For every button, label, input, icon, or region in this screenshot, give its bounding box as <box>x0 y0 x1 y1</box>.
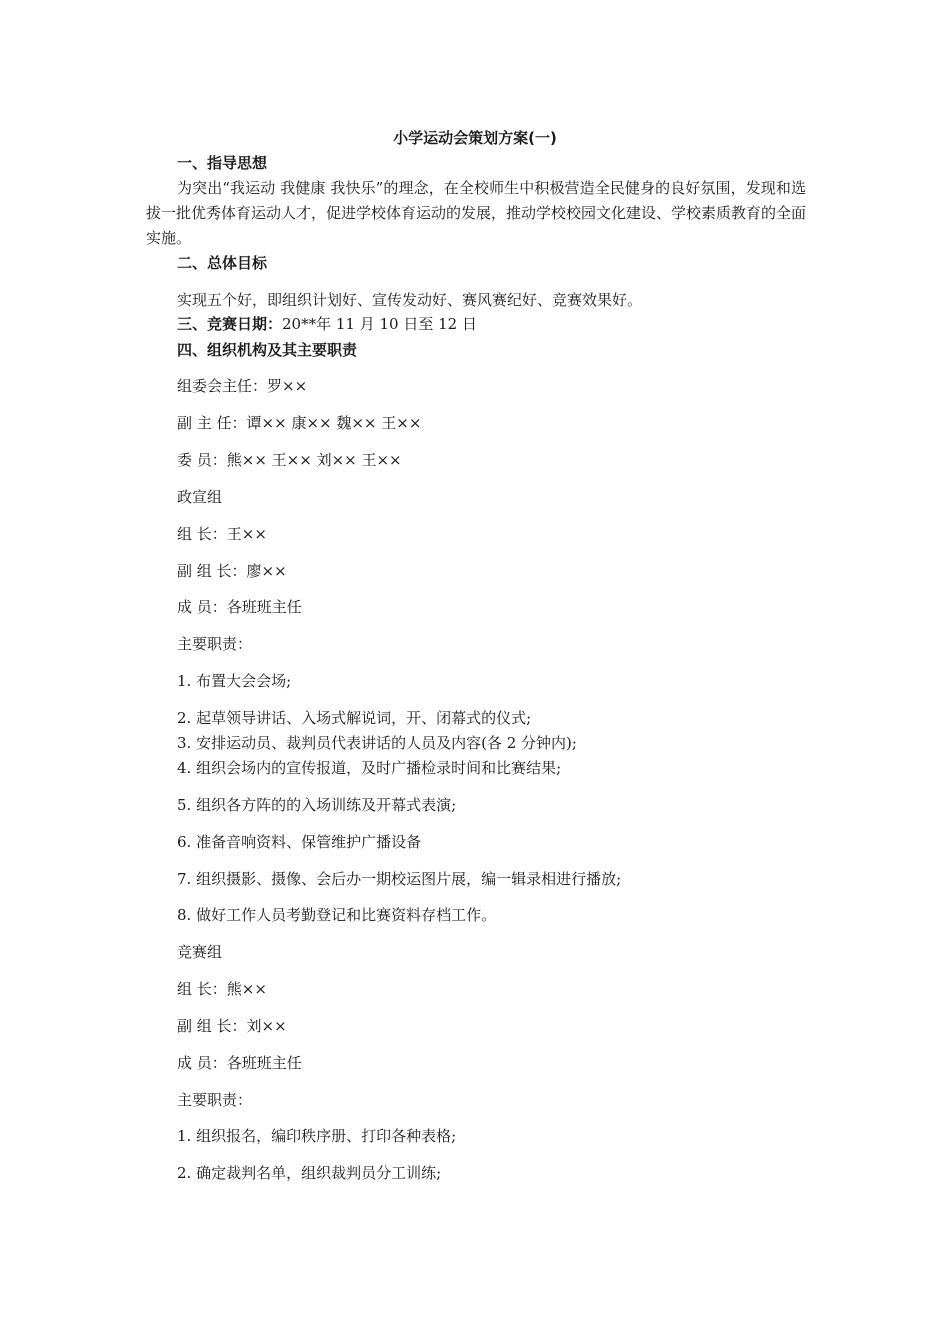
group-name-competition: 竞赛组 <box>177 943 223 961</box>
publicity-duty-item: 1. 布置大会会场; <box>177 672 292 690</box>
competition-duties-label: 主要职责： <box>177 1091 253 1109</box>
publicity-leader: 组 长：王×× <box>177 525 267 543</box>
publicity-duty-item: 7. 组织摄影、摄像、会后办一期校运图片展，编一辑录相进行播放; <box>177 870 622 888</box>
group-name-publicity: 政宣组 <box>177 488 223 506</box>
competition-date-line <box>177 314 477 334</box>
publicity-duty-item: 5. 组织各方阵的的入场训练及开幕式表演; <box>177 796 457 814</box>
competition-vice-leader: 副 组 长：刘×× <box>177 1017 287 1035</box>
publicity-duty-item: 3. 安排运动员、裁判员代表讲话的人员及内容(各 2 分钟内); <box>177 734 577 752</box>
section-heading-guiding-ideology: 一、指导思想 <box>177 154 268 172</box>
competition-duty-item: 1. 组织报名，编印秩序册、打印各种表格; <box>177 1127 457 1145</box>
publicity-members: 成 员：各班班主任 <box>177 598 302 616</box>
publicity-duty-item: 4. 组织会场内的宣传报道，及时广播检录时间和比赛结果; <box>177 759 562 777</box>
publicity-duties-label: 主要职责： <box>177 635 253 653</box>
overall-goal-text: 实现五个好，即组织计划好、宣传发动好、赛风赛纪好、竞赛效果好。 <box>177 291 643 309</box>
competition-date-value: 20**年 11 月 10 日至 12 日 <box>282 315 477 333</box>
competition-duty-item: 2. 确定裁判名单，组织裁判员分工训练; <box>177 1164 442 1182</box>
document-title: 小学运动会策划方案(一) <box>393 129 557 147</box>
publicity-duty-item: 2. 起草领导讲话、入场式解说词，开、闭幕式的仪式; <box>177 709 532 727</box>
guiding-ideology-paragraph: 为突出“我运动 我健康 我快乐”的理念，在全校师生中积极营造全民健身的良好氛围，发现和选拔一批优秀体育运动人才，促进学校体育运动的发展，推动学校校园文化建设、学校素质教育的全面实施。 <box>146 179 807 247</box>
committee-chair: 组委会主任：罗×× <box>177 377 308 395</box>
committee-members: 委 员：熊×× 王×× 刘×× 王×× <box>177 451 402 469</box>
publicity-vice-leader: 副 组 长：廖×× <box>177 562 287 580</box>
committee-vice-chairs: 副 主 任：谭×× 康×× 魏×× 王×× <box>177 414 422 432</box>
competition-members: 成 员：各班班主任 <box>177 1054 302 1072</box>
competition-leader: 组 长：熊×× <box>177 980 267 998</box>
section-heading-organization: 四、组织机构及其主要职责 <box>177 341 358 359</box>
section-heading-overall-goal: 二、总体目标 <box>177 254 268 272</box>
publicity-duty-item: 8. 做好工作人员考勤登记和比赛资料存档工作。 <box>177 906 497 924</box>
section-heading-competition-date: 三、竞赛日期： <box>177 315 283 333</box>
publicity-duty-item: 6. 准备音响资料、保管维护广播设备 <box>177 833 422 851</box>
